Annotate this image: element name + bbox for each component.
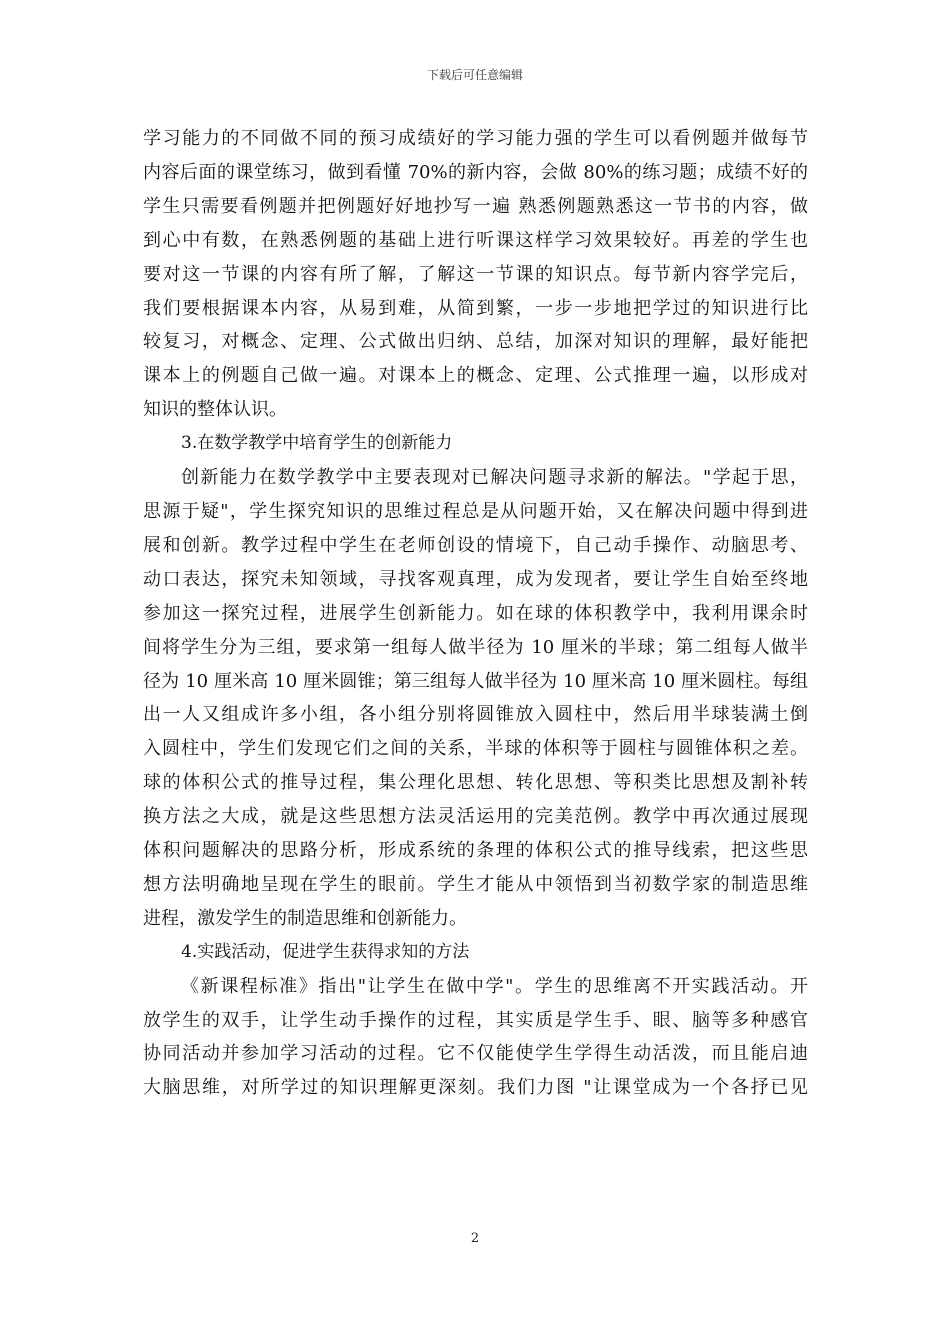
text-line: 动口表达，探究未知领域，寻找客观真理，成为发现者，要让学生自始至终地	[143, 568, 808, 590]
text-line: 《新课程标准》指出"让学生在做中学"。学生的思维离不开实践活动。开	[181, 975, 808, 997]
text-line: 较复习，对概念、定理、公式做出归纳、总结，加深对知识的理解，最好能把	[143, 331, 808, 353]
text-line: 间将学生分为三组，要求第一组每人做半径为 10 厘米的半球；第二组每人做半	[143, 636, 808, 658]
text-line: 入圆柱中，学生们发现它们之间的关系，半球的体积等于圆柱与圆锥体积之差。	[143, 738, 808, 760]
text-line: 球的体积公式的推导过程，集公理化思想、转化思想、等积类比思想及割补转	[143, 772, 808, 794]
paragraph-3	[143, 970, 808, 1106]
text-line: 学习能力的不同做不同的预习成绩好的学习能力强的学生可以看例题并做每节	[143, 128, 808, 149]
text-line: 进程，激发学生的制造思维和创新能力。	[143, 907, 467, 929]
text-line: 思源于疑"，学生探究知识的思维过程总是从问题开始，又在解决问题中得到进	[143, 500, 808, 522]
text-line: 知识的整体认识。	[143, 399, 287, 421]
paragraph-2	[143, 461, 808, 936]
text-line: 要对这一节课的内容有所了解，了解这一节课的知识点。每节新内容学完后，	[143, 263, 808, 285]
text-line: 学生只需要看例题并把例题好好地抄写一遍 熟悉例题熟悉这一节书的内容，做	[143, 195, 808, 217]
text-line: 想方法明确地呈现在学生的眼前。学生才能从中领悟到当初数学家的制造思维	[143, 873, 808, 895]
page-header: 下载后可任意编辑	[426, 68, 523, 82]
text-line: 径为 10 厘米高 10 厘米圆锥；第三组每人做半径为 10 厘米高 10 厘米圆柱。每组	[143, 670, 808, 692]
text-line: 到心中有数，在熟悉例题的基础上进行听课这样学习效果较好。再差的学生也	[143, 229, 808, 251]
text-line: 换方法之大成，就是这些思想方法灵活运用的完美范例。教学中再次通过展现	[143, 806, 808, 828]
section-heading-4: 4.实践活动，促进学生获得求知的方法	[181, 941, 470, 962]
text-line: 展和创新。教学过程中学生在老师创设的情境下，自己动手操作、动脑思考、	[143, 534, 808, 556]
page-number: 2	[470, 1231, 480, 1246]
text-line: 创新能力在数学教学中主要表现对已解决问题寻求新的解法。"学起于思，	[181, 467, 808, 489]
section-heading-3: 3.在数学教学中培育学生的创新能力	[181, 433, 453, 454]
text-line: 协同活动并参加学习活动的过程。它不仅能使学生学得生动活泼，而且能启迪	[143, 1043, 808, 1065]
text-line: 出一人又组成许多小组，各小组分别将圆锥放入圆柱中，然后用半球装满土倒	[143, 704, 808, 726]
paragraph-1	[143, 122, 808, 427]
text-line: 课本上的例题自己做一遍。对课本上的概念、定理、公式推理一遍，以形成对	[143, 365, 808, 387]
text-line: 体积问题解决的思路分析，形成系统的条理的体积公式的推导线索，把这些思	[143, 840, 808, 862]
text-line: 内容后面的课堂练习，做到看懂 70%的新内容，会做 80%的练习题；成绩不好的	[143, 161, 808, 183]
text-line: 我们要根据课本内容，从易到难，从简到繁，一步一步地把学过的知识进行比	[143, 297, 808, 319]
text-line: 大脑思维，对所学过的知识理解更深刻。我们力图 "让课堂成为一个各抒已见	[143, 1077, 808, 1099]
text-line: 参加这一探究过程，进展学生创新能力。如在球的体积教学中，我利用课余时	[143, 602, 808, 624]
text-line: 放学生的双手，让学生动手操作的过程，其实质是学生手、眼、脑等多种感官	[143, 1009, 808, 1031]
document-body	[143, 122, 808, 1105]
